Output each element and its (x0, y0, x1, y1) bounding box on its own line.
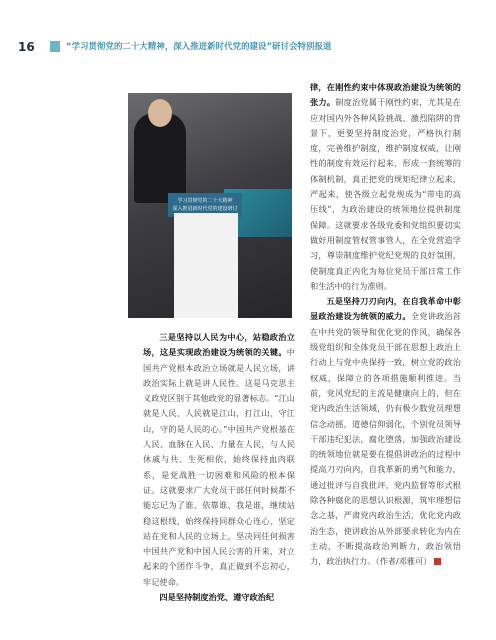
page-number: 16 (18, 40, 35, 54)
section-3-heading: 三是坚持以人民为中心，站稳政治立场，这是实现政治建设为统领的关键。 (143, 332, 295, 358)
section-4-heading: 四是坚持制度治党、遵守政治纪 (159, 592, 275, 603)
speaker-photo (128, 93, 292, 318)
lectern (174, 213, 238, 318)
left-column (143, 330, 295, 605)
section-3-paragraph (143, 330, 295, 590)
section-5-body: 全党讲政治首在中共党的领导和优化党的作风，确保各级党组织和全体党员干部在思想上政治上行动上与党中央保持一致，树立党的政治权威，保障立的各项措施顺利推进。当前，党风党纪的主流是健康向上的，但在党内政治生活领域，仍有极少数党员理想信念动摇，道德信仰弱化，个别党员领导干部违纪犯法，腐化堕落，加强政治建设的统领地位就是要在提倡讲政治的过程中提高刀刃向内，自我革新的勇气和能力，通过批评与自我批评，党内监督等形式根除各种腐化的思想认识根源，筑牢理想信念之基，严肃党内政治生活，优化党内政治生态，使讲政治从外部要求转化为内在主动，不断提高政治判断力，政治领悟力，政治执行力。 (310, 311, 461, 567)
section-3-body: 中国共产党根本政治立场就是人民立场，讲政治实际上就是讲人民性。这是马克思主义政党区别于其他政党的显著标志。“江山就是人民、人民就是江山，打江山、守江山，守的是人民的心。”中国共产党根基在人民、血脉在人民、力量在人民，与人民休戚与共、生死相依，始终保持血肉联系，是党战胜一切困难和风险的根本保证。这就要求广大党员干部任何时候都不能忘记为了谁、依靠谁、我是谁，继续站稳这根线，始终保持同群众心连心、坚定站在党和人民的立场上，坚决同任何损害中国共产党和中国人民公害的开来，对立起来的个团作斗争，真正做到不忘初心，牢记使命。 (143, 347, 295, 587)
end-mark-icon (434, 558, 441, 565)
section-4-body: 制度治党属于刚性约束，尤其是在应对国内外各种风险挑战、激烈陷阱的背景下，更要坚持制度治党，严格执行制度，完善维护制度，维护制度权威，让刚性的制度有效运行起来，形成一套统筹的体制机制，真正把党的规矩纪律立起来，严起来，使各级立起党规成为“带电的高压线”，为政治建设的统领地位提供制度保障。这就要求各级党委和党组织要切实做好用制度管权管事管人，在全党营造学习，尊崇制度维护党纪党规的良好氛围，使制度真正内化为每位党员干部日常工作和生活中的行为准则。 (310, 97, 461, 291)
speaker-head (148, 99, 172, 127)
section-4-paragraph (143, 590, 295, 605)
section-4-continued (310, 80, 461, 294)
right-column (310, 80, 461, 570)
section-4-cont-heading: 律，在刚性约束中体现政治建设为统领的张力。 (310, 82, 461, 108)
section-5-heading: 五是坚持刀刃向内，在自我革命中彰显政治建设为统领的威力。 (310, 296, 461, 322)
banner-line-1: 学习贯彻党的二十大精神 (177, 198, 233, 204)
section-5-paragraph (310, 294, 461, 569)
header-title: “学习贯彻党的二十大精神，深入推进新时代党的建设”研讨会特别报道 (66, 41, 332, 51)
header-accent-bar (50, 41, 60, 52)
byline: （作者/邓雅可） (375, 556, 432, 567)
banner-line-2: 深入推进新时代党的建设研讨 (172, 206, 238, 212)
